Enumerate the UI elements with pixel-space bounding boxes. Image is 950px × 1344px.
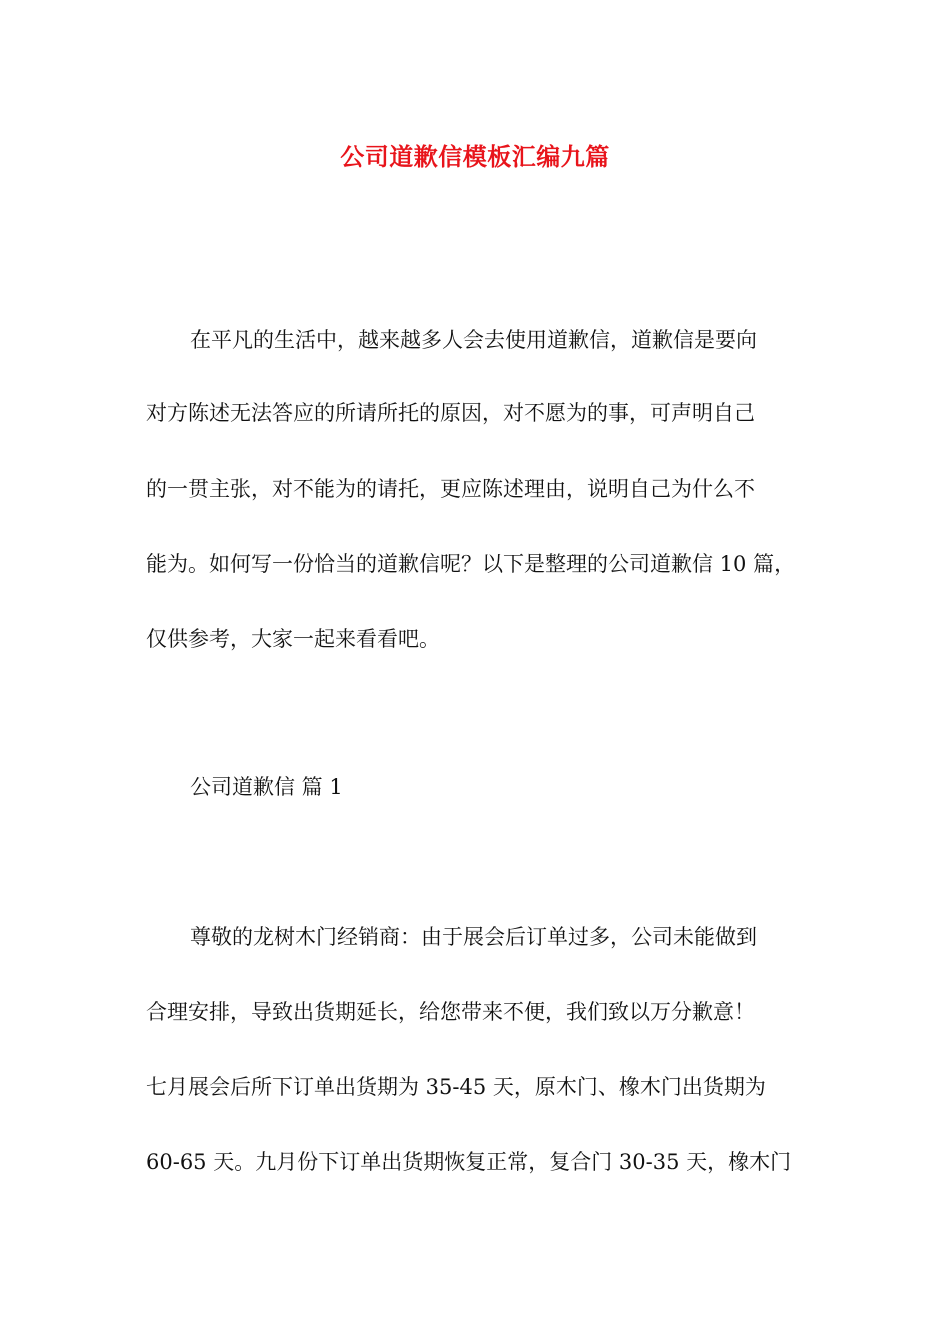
letter-line-4: 60-65 天。九月份下订单出货期恢复正常，复合门 30-35 天，橡木门 bbox=[146, 1150, 792, 1174]
intro-line-4: 能为。如何写一份恰当的道歉信呢？以下是整理的公司道歉信 10 篇， bbox=[146, 552, 796, 576]
letter-line-3: 七月展会后所下订单出货期为 35-45 天，原木门、橡木门出货期为 bbox=[146, 1075, 766, 1099]
letter-line-2: 合理安排，导致出货期延长，给您带来不便，我们致以万分歉意！ bbox=[146, 1000, 755, 1024]
intro-line-1: 在平凡的生活中，越来越多人会去使用道歉信，道歉信是要向 bbox=[190, 328, 757, 352]
section-heading: 公司道歉信 篇 1 bbox=[190, 775, 343, 799]
intro-line-5: 仅供参考，大家一起来看看吧。 bbox=[146, 627, 440, 651]
document-title: 公司道歉信模板汇编九篇 bbox=[340, 142, 610, 171]
intro-line-2: 对方陈述无法答应的所请所托的原因，对不愿为的事，可声明自己 bbox=[146, 401, 755, 425]
intro-line-3: 的一贯主张，对不能为的请托，更应陈述理由，说明自己为什么不 bbox=[146, 477, 755, 501]
letter-line-1: 尊敬的龙树木门经销商：由于展会后订单过多，公司未能做到 bbox=[190, 925, 757, 949]
